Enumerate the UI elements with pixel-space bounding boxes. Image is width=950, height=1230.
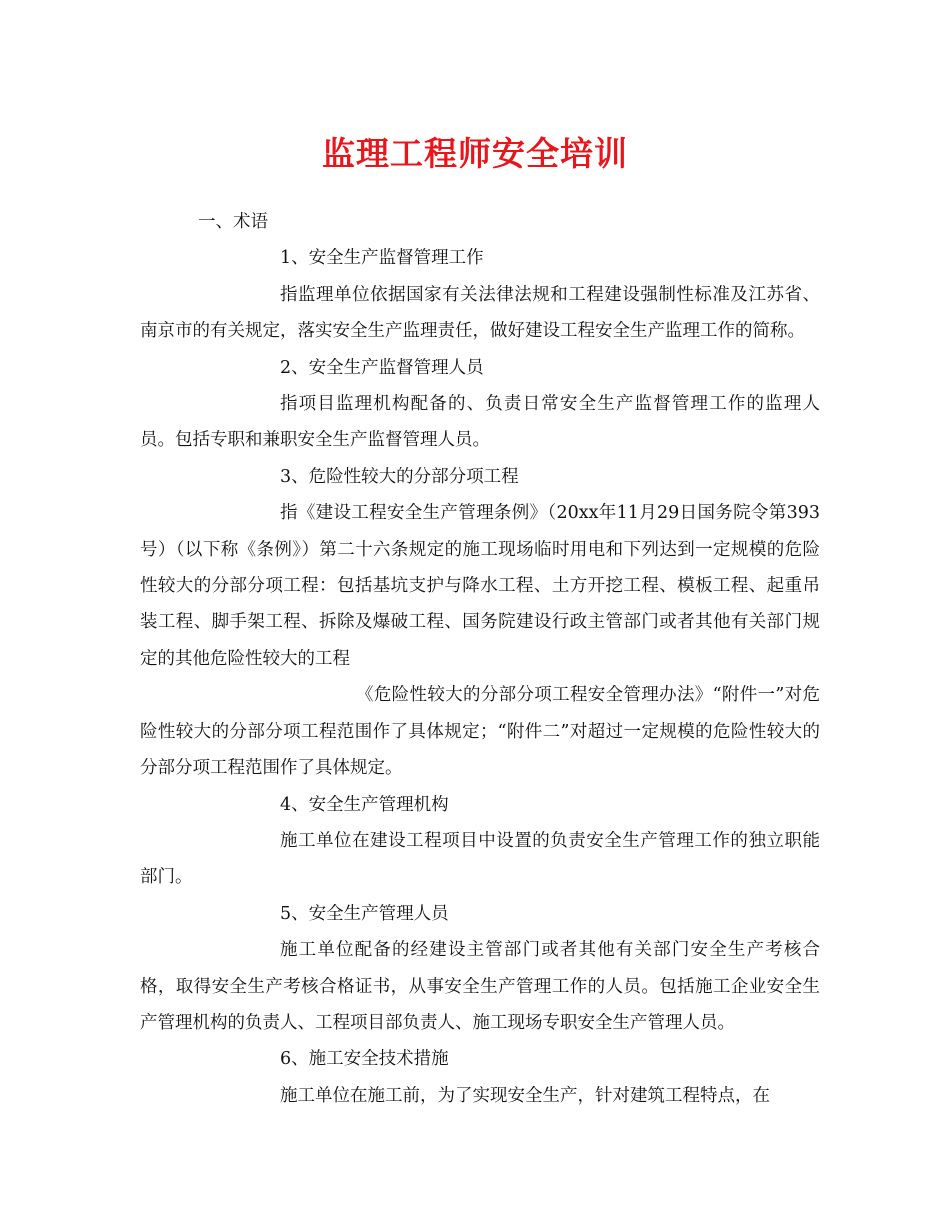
- item-heading-1: 1、安全生产监督管理工作: [280, 248, 484, 269]
- document-body: [140, 204, 820, 1114]
- item-3-paragraph-1: 指《建设工程安全生产管理条例》（20xx年11月29日国务院令第393号）（以下称《条例》）第二十六条规定的施工现场临时用电和下列达到一定规模的危险性较大的分部分项工程：包括基坑支护与降水工程、土方开挖工程、模板工程、起重吊装工程、脚手架工程、拆除及爆破工程、国务院建设行政主管部门或者其他有关部门规定的其他危险性较大的工程: [140, 503, 820, 669]
- item-5-paragraph: 施工单位配备的经建设主管部门或者其他有关部门安全生产考核合格，取得安全生产考核合格证书，从事安全生产管理工作的人员。包括施工企业安全生产管理机构的负责人、工程项目部负责人、施工现场专职安全生产管理人员。: [140, 940, 820, 1033]
- item-heading-2: 2、安全生产监督管理人员: [280, 357, 484, 378]
- item-2-paragraph: 指项目监理机构配备的、负责日常安全生产监督管理工作的监理人员。包括专职和兼职安全生产监督管理人员。: [140, 394, 820, 451]
- item-heading-5: 5、安全生产管理人员: [280, 903, 449, 924]
- item-1-paragraph: 指监理单位依据国家有关法律法规和工程建设强制性标准及江苏省、南京市的有关规定，落实安全生产监理责任，做好建设工程安全生产监理工作的简称。: [140, 284, 820, 342]
- item-heading-6: 6、施工安全技术措施: [280, 1049, 449, 1070]
- section-heading: 一、术语: [198, 212, 268, 232]
- item-4-paragraph: 施工单位在建设工程项目中设置的负责安全生产管理工作的独立职能部门。: [140, 830, 820, 888]
- page-title: 监理工程师安全培训: [322, 134, 628, 173]
- item-heading-3: 3、危险性较大的分部分项工程: [280, 466, 519, 487]
- item-heading-4: 4、安全生产管理机构: [280, 794, 449, 815]
- item-3-paragraph-2: 《危险性较大的分部分项工程安全管理办法》“附件一”对危险性较大的分部分项工程范围作了具体规定；“附件二”对超过一定规模的危险性较大的分部分项工程范围作了具体规定。: [140, 685, 820, 779]
- item-6-paragraph: 施工单位在施工前，为了实现安全生产，针对建筑工程特点，在: [280, 1085, 770, 1106]
